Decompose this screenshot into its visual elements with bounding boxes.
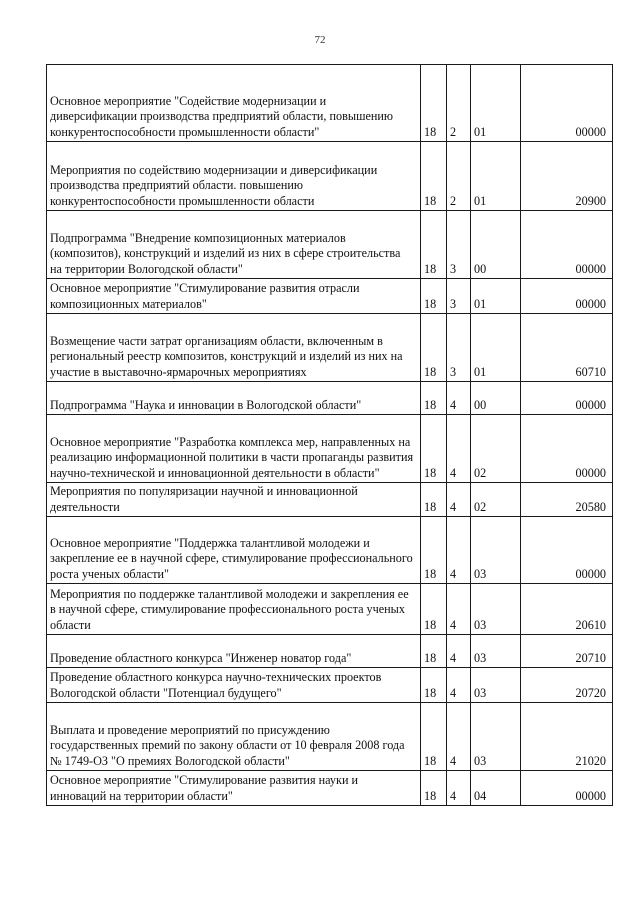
row-code-program: 18 bbox=[421, 382, 447, 415]
row-code-event: 02 bbox=[471, 415, 521, 483]
row-code-direction: 20580 bbox=[521, 483, 613, 517]
row-code-direction: 00000 bbox=[521, 415, 613, 483]
row-code-subprogram: 4 bbox=[447, 415, 471, 483]
row-code-subprogram: 3 bbox=[447, 279, 471, 314]
page-number: 72 bbox=[314, 34, 326, 46]
row-code-direction: 00000 bbox=[521, 517, 613, 584]
row-code-direction: 00000 bbox=[521, 65, 613, 142]
table-row bbox=[47, 279, 613, 314]
row-code-subprogram: 4 bbox=[447, 668, 471, 703]
table-row bbox=[47, 382, 613, 415]
row-code-direction: 00000 bbox=[521, 279, 613, 314]
row-name: Мероприятия по популяризации научной и инновационной деятельности bbox=[47, 483, 421, 517]
table-row bbox=[47, 142, 613, 211]
table-row bbox=[47, 211, 613, 279]
row-code-subprogram: 3 bbox=[447, 211, 471, 279]
row-code-event: 03 bbox=[471, 703, 521, 771]
row-code-event: 01 bbox=[471, 279, 521, 314]
row-code-subprogram: 4 bbox=[447, 703, 471, 771]
row-code-event: 03 bbox=[471, 668, 521, 703]
table-row bbox=[47, 314, 613, 382]
row-name: Подпрограмма "Наука и инновации в Вологодской области" bbox=[47, 382, 421, 415]
row-code-direction: 00000 bbox=[521, 771, 613, 806]
row-code-event: 03 bbox=[471, 517, 521, 584]
row-code-event: 01 bbox=[471, 314, 521, 382]
table-row bbox=[47, 65, 613, 142]
row-code-event: 03 bbox=[471, 635, 521, 668]
row-code-program: 18 bbox=[421, 415, 447, 483]
row-code-event: 03 bbox=[471, 584, 521, 635]
row-code-program: 18 bbox=[421, 584, 447, 635]
row-code-event: 00 bbox=[471, 382, 521, 415]
row-code-direction: 20610 bbox=[521, 584, 613, 635]
row-code-program: 18 bbox=[421, 211, 447, 279]
row-code-program: 18 bbox=[421, 668, 447, 703]
table-row bbox=[47, 771, 613, 806]
row-name: Выплата и проведение мероприятий по присуждению государственных премий по закону области от 10 февраля 2008 года № 1749-ОЗ "О премиях Вологодской области" bbox=[47, 703, 421, 771]
row-code-program: 18 bbox=[421, 517, 447, 584]
row-code-direction: 00000 bbox=[521, 211, 613, 279]
row-code-event: 01 bbox=[471, 142, 521, 211]
row-name: Основное мероприятие "Разработка комплекса мер, направленных на реализацию информационной политики в части пропаганды развития научно-технической и инновационной деятельности в области" bbox=[47, 415, 421, 483]
row-code-direction: 20720 bbox=[521, 668, 613, 703]
row-code-subprogram: 4 bbox=[447, 635, 471, 668]
row-code-event: 04 bbox=[471, 771, 521, 806]
row-code-subprogram: 4 bbox=[447, 771, 471, 806]
row-code-program: 18 bbox=[421, 142, 447, 211]
row-code-direction: 20900 bbox=[521, 142, 613, 211]
row-name: Мероприятия по поддержке талантливой молодежи и закрепления ее в научной сфере, стимулирование профессионального роста ученых области bbox=[47, 584, 421, 635]
table-row bbox=[47, 415, 613, 483]
row-code-program: 18 bbox=[421, 279, 447, 314]
row-name: Основное мероприятие "Стимулирование развития отрасли композиционных материалов" bbox=[47, 279, 421, 314]
row-code-subprogram: 4 bbox=[447, 483, 471, 517]
row-code-program: 18 bbox=[421, 635, 447, 668]
row-code-direction: 20710 bbox=[521, 635, 613, 668]
row-name: Подпрограмма "Внедрение композиционных материалов (композитов), конструкций и изделий из них в сфере строительства на территории Вологодской области" bbox=[47, 211, 421, 279]
row-code-program: 18 bbox=[421, 703, 447, 771]
table-row bbox=[47, 584, 613, 635]
row-name: Проведение областного конкурса "Инженер новатор года" bbox=[47, 635, 421, 668]
row-code-program: 18 bbox=[421, 483, 447, 517]
row-code-subprogram: 3 bbox=[447, 314, 471, 382]
table-row bbox=[47, 483, 613, 517]
row-code-subprogram: 2 bbox=[447, 65, 471, 142]
row-name: Основное мероприятие "Стимулирование развития науки и инноваций на территории области" bbox=[47, 771, 421, 806]
table-row bbox=[47, 635, 613, 668]
row-code-subprogram: 4 bbox=[447, 584, 471, 635]
row-code-direction: 00000 bbox=[521, 382, 613, 415]
row-code-program: 18 bbox=[421, 65, 447, 142]
row-name: Проведение областного конкурса научно-технических проектов Вологодской области "Потенциал будущего" bbox=[47, 668, 421, 703]
row-code-direction: 21020 bbox=[521, 703, 613, 771]
table-row bbox=[47, 517, 613, 584]
row-code-direction: 60710 bbox=[521, 314, 613, 382]
table-row bbox=[47, 703, 613, 771]
row-code-program: 18 bbox=[421, 314, 447, 382]
row-code-subprogram: 4 bbox=[447, 517, 471, 584]
row-code-subprogram: 2 bbox=[447, 142, 471, 211]
row-code-program: 18 bbox=[421, 771, 447, 806]
row-code-event: 02 bbox=[471, 483, 521, 517]
table-row bbox=[47, 668, 613, 703]
row-name: Основное мероприятие "Поддержка талантливой молодежи и закрепление ее в научной сфере, стимулирование профессионального роста ученых области" bbox=[47, 517, 421, 584]
row-code-subprogram: 4 bbox=[447, 382, 471, 415]
budget-classification-table bbox=[46, 64, 613, 806]
row-name: Основное мероприятие "Содействие модернизации и диверсификации производства предприятий области, повышению конкурентоспособности промышленности области" bbox=[47, 65, 421, 142]
row-code-event: 00 bbox=[471, 211, 521, 279]
row-code-event: 01 bbox=[471, 65, 521, 142]
row-name: Возмещение части затрат организациям области, включенным в региональный реестр композитов, конструкций и изделий из них на участие в выставочно-ярмарочных мероприятиях bbox=[47, 314, 421, 382]
row-name: Мероприятия по содействию модернизации и диверсификации производства предприятий области. повышению конкурентоспособности промышленности области bbox=[47, 142, 421, 211]
